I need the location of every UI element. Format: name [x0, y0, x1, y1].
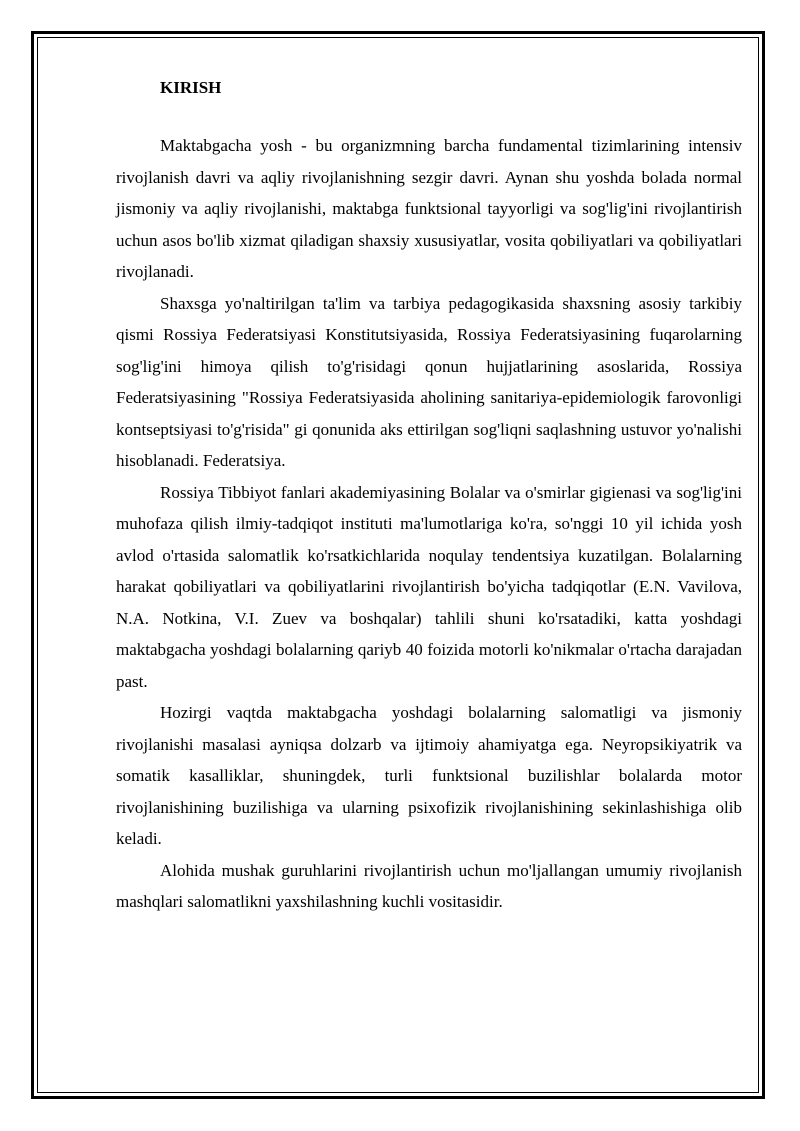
section-heading: KIRISH: [160, 78, 222, 97]
paragraph-2: Shaxsga yo'naltirilgan ta'lim va tarbiya pedagogikasida shaxsning asosiy tarkibiy qismi Rossiya Federatsiyasi Konstitutsiyasida, Rossiya Federatsiyasining fuqarolarning sog'lig'ini himoya qilish to'g'risidagi qonun hujjatlarining asoslarida, Rossiya Federatsiyasining "Rossiya Federatsiyasida aholining sanitariya-epidemiologik farovonligi kontseptsiyasi to'g'risida" gi qonunida aks ettirilgan sog'liqni saqlashning ustuvor yo'nalishi hisoblanadi. Federatsiya.: [116, 293, 742, 470]
paragraph-4: Hozirgi vaqtda maktabgacha yoshdagi bolalarning salomatligi va jismoniy rivojlanishi masalasi ayniqsa dolzarb va ijtimoiy ahamiyatga ega. Neyropsikiyatrik va somatik kasalliklar, shuningdek, turli funktsional buzilishlar bolalarda motor rivojlanishining buzilishiga va ularning psixofizik rivojlanishining sekinlashishiga olib keladi.: [116, 703, 742, 848]
paragraph-1: Maktabgacha yosh - bu organizmning barcha fundamental tizimlarining intensiv rivojlanish davri va aqliy rivojlanishning sezgir davri. Aynan shu yoshda bolada normal jismoniy va aqliy rivojlanishi, maktabga funktsional tayyorligi va sog'lig'ini rivojlantirish uchun asos bo'lib xizmat qiladigan shaxsiy xususiyatlar, vosita qobiliyatlari va qobiliyatlari rivojlanadi.: [116, 136, 742, 281]
paragraph-5: Alohida mushak guruhlarini rivojlantirish uchun mo'ljallangan umumiy rivojlanish mashqlari salomatlikni yaxshilashning kuchli vositasidir.: [116, 860, 742, 911]
paragraph-3: Rossiya Tibbiyot fanlari akademiyasining Bolalar va o'smirlar gigienasi va sog'lig'ini muhofaza qilish ilmiy-tadqiqot instituti ma'lumotlariga ko'ra, so'nggi 10 yil ichida yosh avlod o'rtasida salomatlik ko'rsatkichlarida noqulay tendentsiya kuzatilgan. Bolalarning harakat qobiliyatlari va qobiliyatlarini rivojlantirish bo'yicha tadqiqotlar (E.N. Vavilova, N.A. Notkina, V.I. Zuev va boshqalar) tahlili shuni ko'rsatadiki, katta yoshdagi maktabgacha yoshdagi bolalarning qariyb 40 foizida motorli ko'nikmalar o'rtacha darajadan past.: [116, 482, 742, 691]
document-body: [116, 74, 742, 918]
